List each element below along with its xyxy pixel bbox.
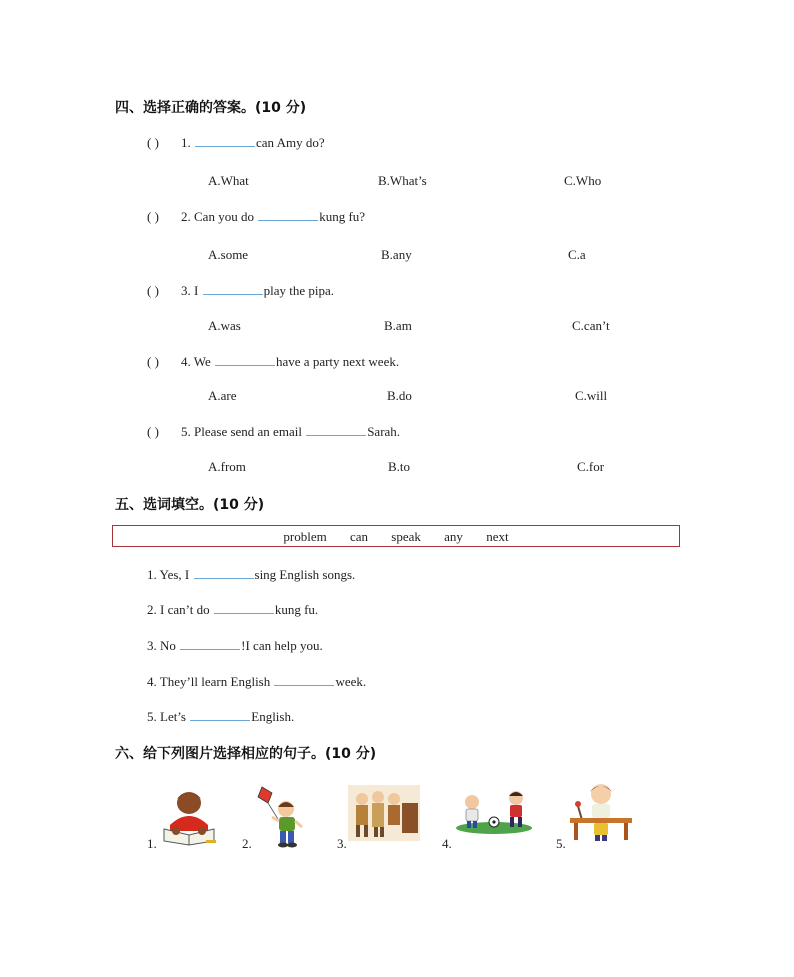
section4-title: 四、选择正确的答案。(10 分): [115, 100, 307, 116]
question-text: kung fu?: [319, 209, 366, 224]
picture-number: 3.: [337, 836, 347, 851]
fill-text: 2. I can’t do: [147, 602, 213, 617]
fill-item-4: [147, 674, 366, 690]
word-bank: [112, 525, 680, 547]
option-c: C.a: [568, 247, 586, 262]
option-b: B.to: [388, 459, 411, 474]
answer-paren[interactable]: ( ): [147, 135, 159, 150]
question-4: [147, 354, 399, 370]
fill-blank[interactable]: [194, 567, 254, 579]
question-number: 4.: [181, 354, 191, 369]
children-group-icon: [348, 785, 420, 841]
word-bank-item: problem: [283, 529, 327, 544]
fill-text: sing English songs.: [254, 567, 356, 582]
question-text: have a party next week.: [276, 354, 400, 369]
answer-blank[interactable]: [195, 135, 255, 147]
section5-title: 五、选词填空。(10 分): [115, 497, 265, 513]
question-text: play the pipa.: [263, 283, 334, 298]
option-c: C.Who: [564, 173, 602, 188]
fill-text: 4. They’ll learn English: [147, 674, 274, 689]
question-text: Can you do: [194, 209, 258, 224]
fill-text: English.: [251, 709, 295, 724]
fill-blank[interactable]: [274, 674, 334, 686]
question-text: Sarah.: [367, 424, 401, 439]
fill-item-3: [147, 638, 323, 654]
fill-text: 5. Let’s: [147, 709, 190, 724]
fill-blank[interactable]: [180, 638, 240, 650]
option-c: C.will: [575, 388, 608, 403]
word-bank-item: next: [486, 529, 509, 544]
kids-playing-football-icon: [454, 790, 534, 836]
option-b: B.am: [384, 318, 412, 333]
word-bank-item: any: [444, 529, 463, 544]
question-3: [147, 283, 334, 299]
answer-paren[interactable]: ( ): [147, 283, 159, 298]
answer-blank[interactable]: [258, 209, 318, 221]
answer-blank[interactable]: [306, 424, 366, 436]
answer-blank[interactable]: [215, 354, 275, 366]
option-a: A.was: [208, 318, 241, 333]
question-number: 2.: [181, 209, 191, 224]
question-number: 1.: [181, 135, 191, 150]
answer-blank[interactable]: [203, 283, 263, 295]
fill-text: 3. No: [147, 638, 180, 653]
section6-title: 六、给下列图片选择相应的句子。(10 分): [115, 746, 377, 762]
question-number: 5.: [181, 424, 191, 439]
question-5: [147, 424, 400, 440]
answer-paren[interactable]: ( ): [147, 209, 159, 224]
word-bank-item: speak: [391, 529, 421, 544]
fill-item-2: [147, 602, 318, 618]
question-2: [147, 209, 365, 225]
option-c: C.for: [577, 459, 605, 474]
option-a: A.from: [208, 459, 246, 474]
question-text: Please send an email: [194, 424, 306, 439]
boy-reading-book-icon: [158, 785, 220, 847]
option-a: A.are: [208, 388, 237, 403]
question-text: We: [193, 354, 215, 369]
question-number: 3.: [181, 283, 191, 298]
fill-text: 1. Yes, I: [147, 567, 193, 582]
fill-text: kung fu.: [274, 602, 319, 617]
picture-number: 1.: [147, 836, 157, 851]
fill-text: !I can help you.: [241, 638, 323, 653]
girl-at-desk-icon: [568, 780, 634, 842]
option-a: A.What: [208, 173, 249, 188]
option-b: B.What’s: [378, 173, 427, 188]
answer-paren[interactable]: ( ): [147, 424, 159, 439]
option-b: B.any: [381, 247, 412, 262]
question-text: I: [194, 283, 202, 298]
option-b: B.do: [387, 388, 412, 403]
fill-item-1: [147, 567, 355, 583]
answer-paren[interactable]: ( ): [147, 354, 159, 369]
word-bank-item: can: [350, 529, 369, 544]
fill-blank[interactable]: [190, 709, 250, 721]
picture-number: 5.: [556, 836, 566, 851]
boy-flying-kite-icon: [254, 785, 310, 849]
question-1: [147, 135, 325, 151]
fill-text: week.: [335, 674, 367, 689]
question-text: can Amy do?: [256, 135, 325, 150]
picture-number: 2.: [242, 836, 252, 851]
option-a: A.some: [208, 247, 249, 262]
picture-number: 4.: [442, 836, 452, 851]
option-c: C.can’t: [572, 318, 610, 333]
fill-blank[interactable]: [214, 602, 274, 614]
fill-item-5: [147, 709, 294, 725]
